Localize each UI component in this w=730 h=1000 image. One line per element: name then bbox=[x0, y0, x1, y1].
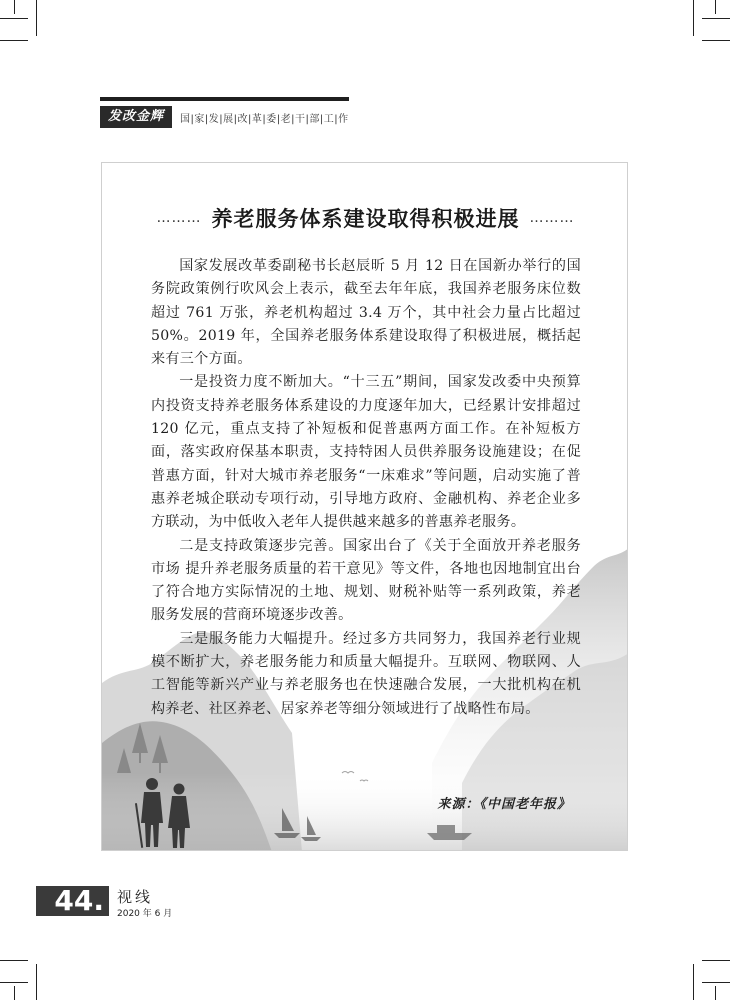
article-source: 来源：《中国老年报》 bbox=[437, 797, 571, 812]
crop-mark-bottom-right bbox=[693, 964, 694, 1000]
crop-mark-top-right bbox=[702, 40, 730, 41]
magazine-name: 视线 bbox=[117, 888, 154, 906]
article-box bbox=[101, 162, 628, 851]
column-header bbox=[100, 105, 349, 129]
crop-mark-bottom-left bbox=[0, 982, 28, 983]
crop-mark-bottom-left bbox=[14, 986, 15, 1000]
crop-mark-top-left bbox=[14, 0, 15, 14]
crop-mark-top-left bbox=[36, 0, 37, 36]
crop-mark-top-right bbox=[715, 0, 716, 14]
crop-mark-top-left bbox=[0, 18, 28, 19]
page-number: 44. bbox=[54, 884, 104, 917]
article-body bbox=[151, 255, 581, 721]
crop-mark-bottom-left bbox=[36, 964, 37, 1000]
column-organization: 国|家|发|展|改|革|委|老|干|部|工|作 bbox=[180, 113, 349, 125]
article-paragraph: 一是投资力度不断加大。“十三五”期间，国家发改委中央预算内投资支持养老服务体系建设的力度逐年加大，已经累计安排超过 120 亿元，重点支持了补短板和促普惠两方面工作。在补短板方面，落实政府保基本职责，支持特困人员供养服务设施建设；在促普惠方面，针对大城市养老服务“一床难求”等问题，启动实施了普惠养老城企联动专项行动，引导地方政府、金融机构、养老企业多方联动，为中低收入老年人提供越来越多的普惠养老服务。 bbox=[151, 374, 581, 531]
issue-date: 2020 年 6 月 bbox=[117, 909, 173, 919]
title-trailer-dots: ……… bbox=[529, 210, 575, 226]
article-paragraph: 二是支持政策逐步完善。国家出台了《关于全面放开养老服务市场 提升养老服务质量的若干意见》等文件，各地也因地制宜出台了符合地方实际情况的土地、规划、财税补贴等一系列政策，养老服务发展的营商环境逐步改善。 bbox=[151, 537, 581, 624]
crop-mark-bottom-right bbox=[702, 982, 730, 983]
article-paragraph: 三是服务能力大幅提升。经过多方共同努力，我国养老行业规模不断扩大，养老服务能力和质量大幅提升。互联网、物联网、人工智能等新兴产业与养老服务也在快速融合发展，一大批机构在机构养老、社区养老、居家养老等细分领域进行了战略性布局。 bbox=[151, 630, 581, 717]
header-rule bbox=[100, 97, 349, 101]
crop-mark-bottom-left bbox=[0, 960, 28, 961]
article-paragraph: 国家发展改革委副秘书长赵辰昕 5 月 12 日在国新办举行的国务院政策例行吹风会上表示，截至去年年底，我国养老服务床位数超过 761 万张，养老机构超过 3.4 万个，其中社会力量占比超过 50%。2019 年，全国养老服务体系建设取得了积极进展，概括起来有三个方面。 bbox=[151, 258, 581, 368]
article-title: 养老服务体系建设取得积极进展 bbox=[211, 206, 520, 231]
title-leader-dots: ……… bbox=[156, 210, 202, 226]
crop-mark-top-right bbox=[702, 18, 730, 19]
crop-mark-bottom-right bbox=[715, 986, 716, 1000]
crop-mark-top-right bbox=[693, 0, 694, 36]
crop-mark-top-left bbox=[0, 40, 28, 41]
crop-mark-bottom-right bbox=[702, 960, 730, 961]
column-badge: 发改金辉 bbox=[100, 106, 172, 128]
article-title-row bbox=[102, 203, 628, 233]
